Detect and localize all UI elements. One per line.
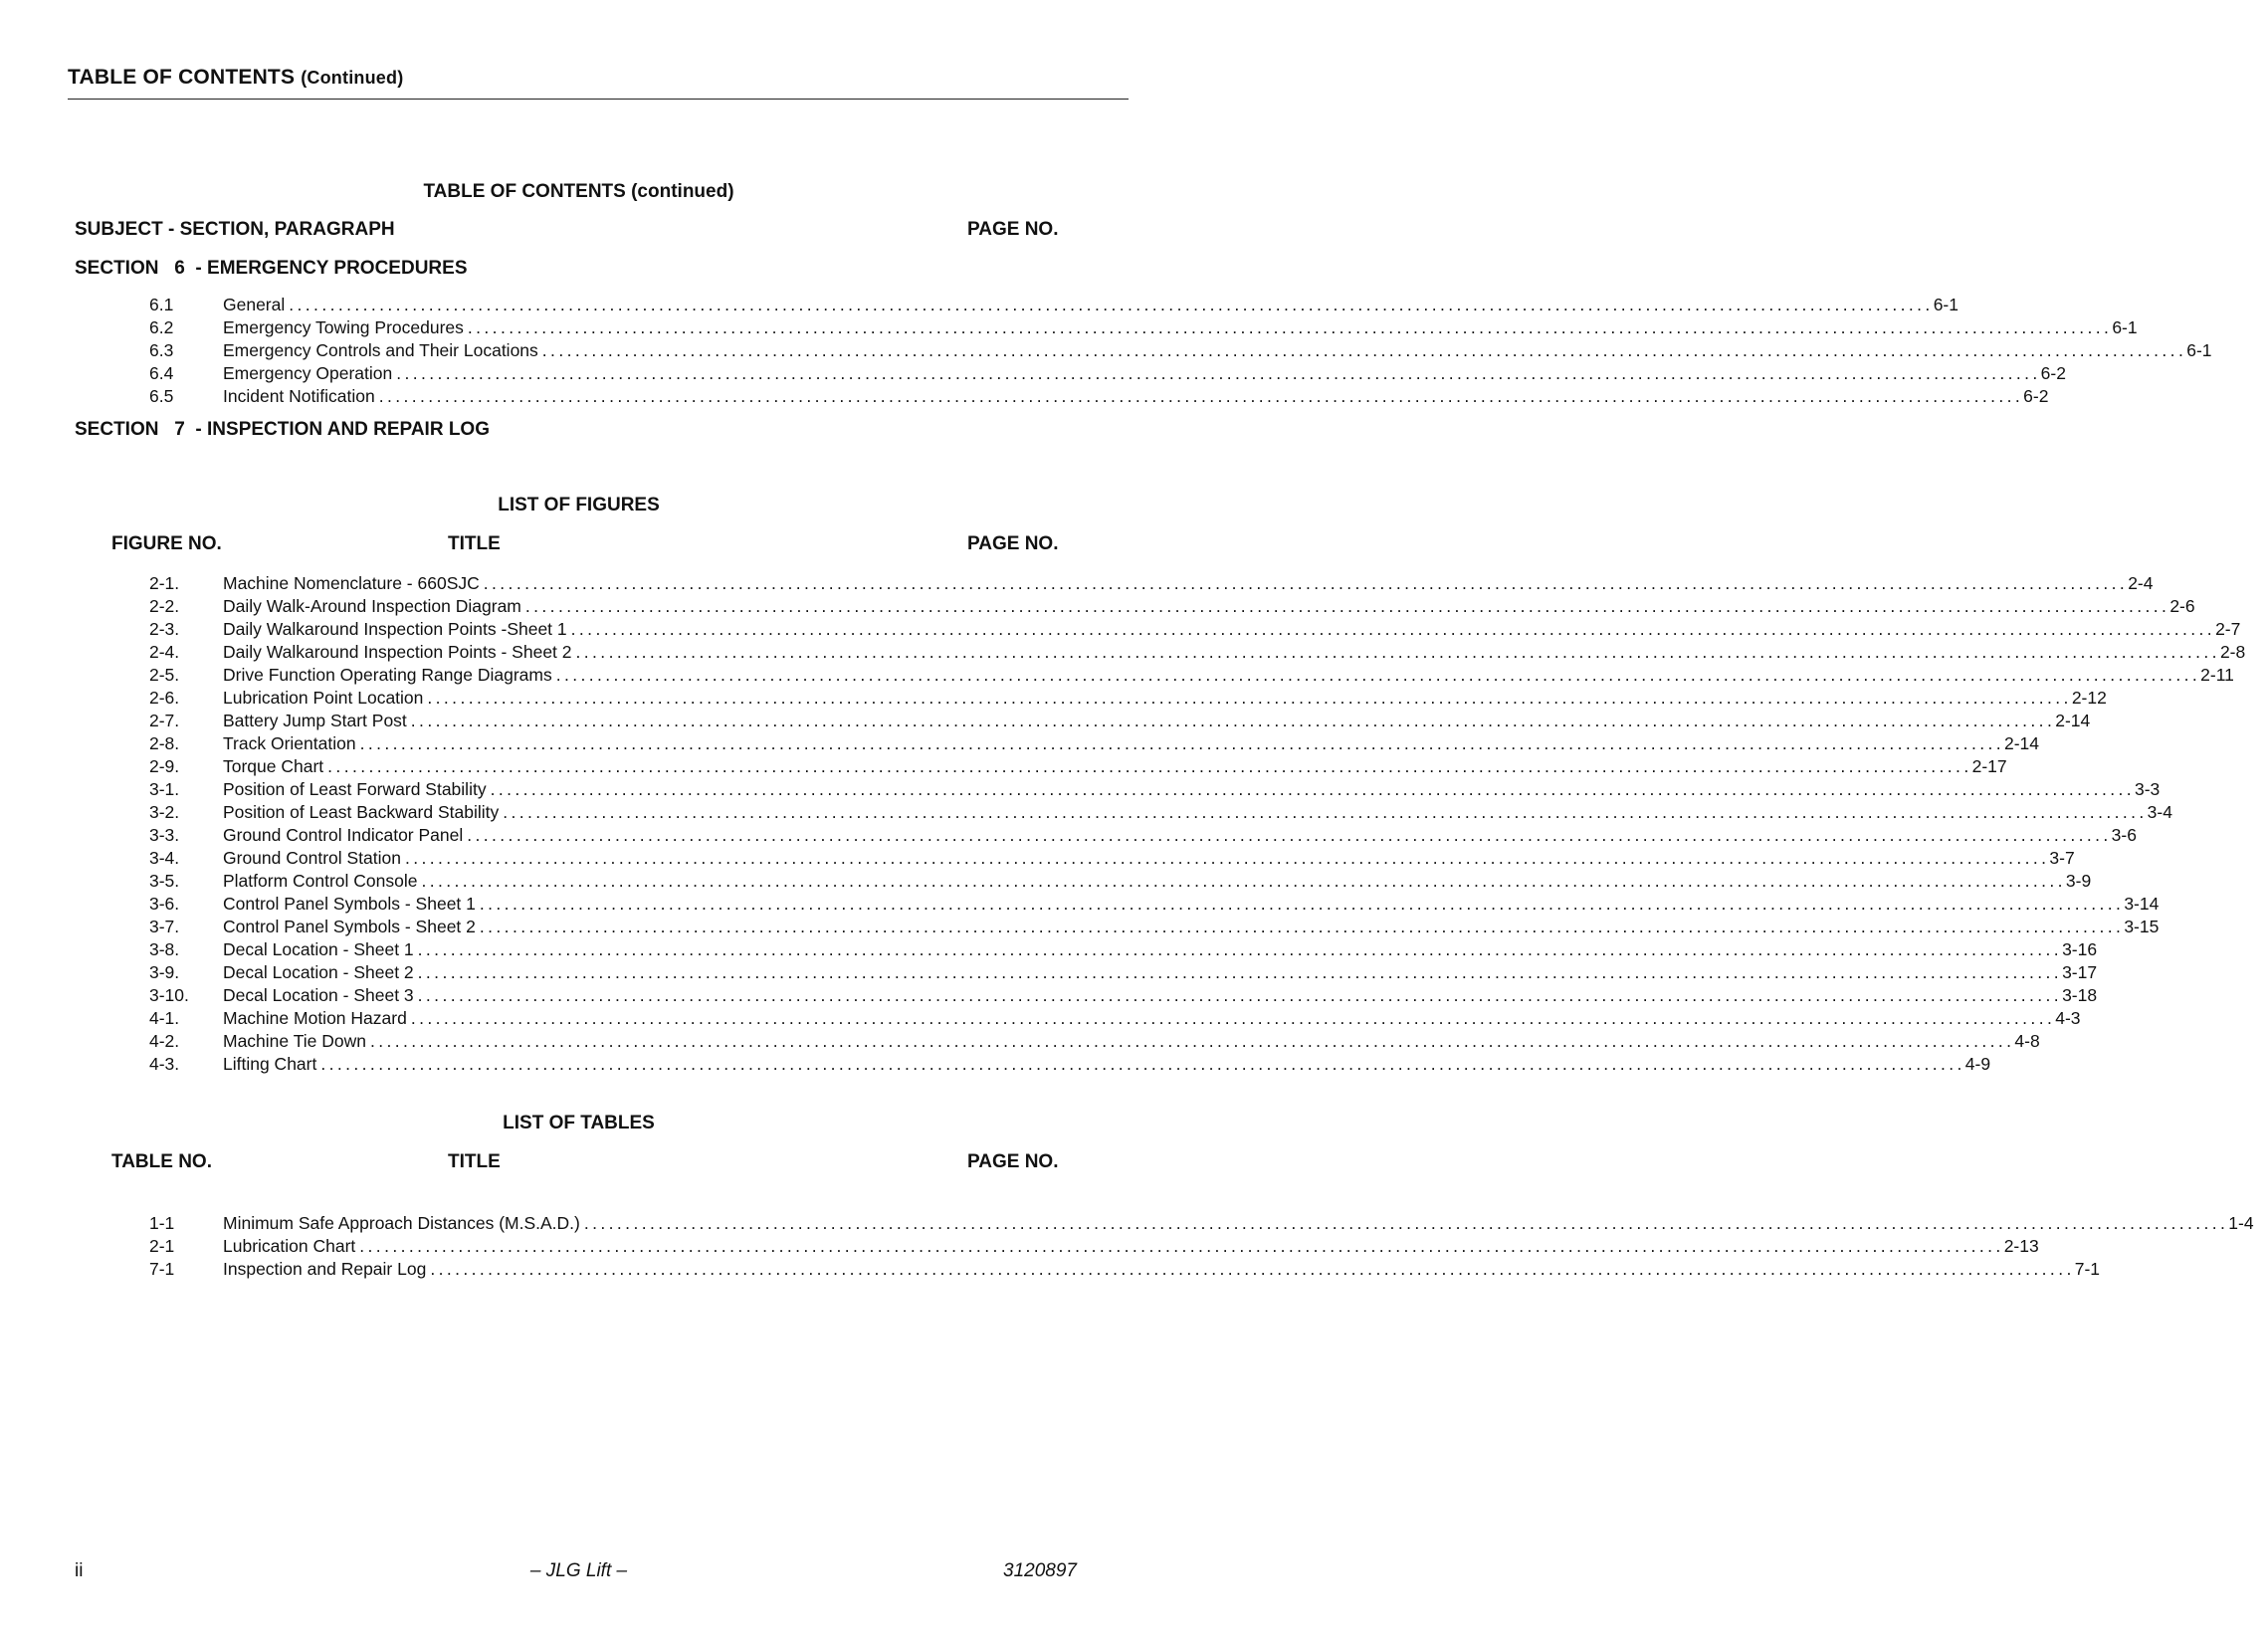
entry-number: 6.5: [149, 386, 174, 406]
entry-page-number: 2-6: [2169, 596, 2195, 616]
leader-dots: ........................................................................................................................................................................................................: [479, 917, 2125, 936]
entry-page-number: 2-14: [2055, 711, 2091, 730]
header-divider: [68, 99, 1129, 100]
list-item: [149, 893, 2160, 916]
leader-dots: ........................................................................................................................................................................................................: [479, 894, 2125, 914]
tables-list: [149, 1212, 2254, 1281]
entry-number: 3-1.: [149, 779, 180, 799]
entry-page-number: 2-12: [2071, 688, 2107, 708]
leader-dots: ........................................................................................................................................................................................................: [359, 733, 2004, 753]
entry-number: 2-4.: [149, 642, 180, 662]
entry-body: [223, 732, 2040, 755]
entry-page-number: 2-13: [2003, 1236, 2039, 1256]
entry-title: Lubrication Chart: [223, 1236, 356, 1256]
entry-page-number: 3-17: [2062, 962, 2098, 982]
list-item: [149, 1212, 2254, 1235]
leader-dots: ........................................................................................................................................................................................................: [427, 688, 2072, 708]
entry-body: [223, 824, 2137, 847]
footer-center-text: – JLG Lift –: [529, 1560, 628, 1581]
figures-title: LIST OF FIGURES: [498, 495, 660, 515]
entry-title: Control Panel Symbols - Sheet 2: [223, 917, 476, 936]
entry-title: Position of Least Forward Stability: [223, 779, 487, 799]
entry-title: Decal Location - Sheet 1: [223, 939, 414, 959]
entry-number: 4-2.: [149, 1031, 180, 1051]
leader-dots: ........................................................................................................................................................................................................: [327, 756, 1972, 776]
entry-number: 3-2.: [149, 802, 180, 822]
entry-body: [223, 984, 2098, 1007]
entry-number: 7-1: [149, 1259, 175, 1279]
entry-page-number: 4-9: [1964, 1054, 1991, 1074]
toc-page-header: PAGE NO.: [967, 219, 1059, 240]
entry-page-number: 4-3: [2055, 1008, 2081, 1028]
tables-col-no: TABLE NO.: [111, 1151, 212, 1172]
entry-number: 2-2.: [149, 596, 180, 616]
entry-body: [223, 664, 2234, 687]
entry-page-number: 1-4: [2228, 1213, 2254, 1233]
entry-title: Decal Location - Sheet 2: [223, 962, 414, 982]
entry-number: 6.2: [149, 317, 174, 337]
entry-title: Daily Walk-Around Inspection Diagram: [223, 596, 521, 616]
entry-title: Track Orientation: [223, 733, 356, 753]
entry-number: 2-8.: [149, 733, 180, 753]
list-item: [149, 1007, 2081, 1030]
list-item: [149, 664, 2234, 687]
entry-title: Torque Chart: [223, 756, 324, 776]
leader-dots: ........................................................................................................................................................................................................: [503, 802, 2148, 822]
leader-dots: ........................................................................................................................................................................................................: [555, 665, 2201, 685]
entry-title: Emergency Operation: [223, 363, 393, 383]
entry-page-number: 2-14: [2004, 733, 2040, 753]
section-6-list: [149, 294, 2212, 408]
entry-title: Decal Location - Sheet 3: [223, 985, 414, 1005]
entry-number: 2-1: [149, 1236, 175, 1256]
list-item: [149, 1235, 2039, 1258]
leader-dots: ........................................................................................................................................................................................................: [490, 779, 2135, 799]
entry-number: 3-4.: [149, 848, 180, 868]
footer-doc-number: 3120897: [1003, 1560, 1077, 1581]
entry-number: 2-5.: [149, 665, 180, 685]
entry-number: 3-9.: [149, 962, 180, 982]
leader-dots: ........................................................................................................................................................................................................: [417, 962, 2063, 982]
entry-number: 1-1: [149, 1213, 175, 1233]
entry-title: Machine Motion Hazard: [223, 1008, 407, 1028]
entry-title: Platform Control Console: [223, 871, 418, 891]
toc-title: TABLE OF CONTENTS (continued): [423, 181, 734, 202]
entry-number: 3-6.: [149, 894, 180, 914]
figures-col-page: PAGE NO.: [967, 533, 1059, 554]
entry-number: 2-9.: [149, 756, 180, 776]
leader-dots: ........................................................................................................................................................................................................: [417, 939, 2063, 959]
list-item: [149, 1030, 2040, 1053]
entry-number: 2-6.: [149, 688, 180, 708]
figures-col-no: FIGURE NO.: [111, 533, 222, 554]
entry-page-number: 6-1: [2186, 340, 2212, 360]
entry-page-number: 3-3: [2135, 779, 2161, 799]
entry-page-number: 2-17: [1971, 756, 2007, 776]
entry-body: [223, 1212, 2254, 1235]
leader-dots: ........................................................................................................................................................................................................: [467, 317, 2113, 337]
leader-dots: ........................................................................................................................................................................................................: [467, 825, 2112, 845]
entry-number: 3-5.: [149, 871, 180, 891]
tables-title: LIST OF TABLES: [503, 1113, 655, 1133]
entry-title: Position of Least Backward Stability: [223, 802, 500, 822]
leader-dots: ........................................................................................................................................................................................................: [405, 848, 2050, 868]
entry-body: [223, 916, 2160, 938]
entry-body: [223, 938, 2098, 961]
leader-dots: ........................................................................................................................................................................................................: [410, 711, 2056, 730]
list-item: [149, 618, 2241, 641]
list-item: [149, 710, 2091, 732]
figures-col-title: TITLE: [448, 533, 501, 554]
footer-page-number: ii: [75, 1560, 84, 1581]
entry-page-number: 2-8: [2219, 642, 2246, 662]
entry-number: 3-3.: [149, 825, 180, 845]
entry-title: Daily Walkaround Inspection Points -Sheet 1: [223, 619, 567, 639]
list-item: [149, 755, 2007, 778]
entry-body: [223, 572, 2154, 595]
leader-dots: ........................................................................................................................................................................................................: [421, 871, 2066, 891]
leader-dots: ........................................................................................................................................................................................................: [524, 596, 2170, 616]
entry-body: [223, 339, 2212, 362]
list-item: [149, 1053, 1991, 1076]
entry-body: [223, 893, 2160, 916]
entry-body: [223, 316, 2138, 339]
entry-number: 6.4: [149, 363, 174, 383]
leader-dots: ........................................................................................................................................................................................................: [359, 1236, 2004, 1256]
entry-title: General: [223, 295, 286, 314]
entry-page-number: 3-16: [2062, 939, 2098, 959]
list-item: [149, 595, 2195, 618]
entry-page-number: 3-6: [2111, 825, 2137, 845]
list-item: [149, 362, 2066, 385]
entry-page-number: 6-2: [2023, 386, 2049, 406]
leader-dots: ........................................................................................................................................................................................................: [417, 985, 2063, 1005]
entry-body: [223, 1053, 1991, 1076]
leader-dots: ........................................................................................................................................................................................................: [570, 619, 2216, 639]
entry-body: [223, 595, 2195, 618]
list-item: [149, 916, 2160, 938]
list-item: [149, 984, 2098, 1007]
entry-title: Ground Control Station: [223, 848, 401, 868]
entry-page-number: 2-11: [2200, 665, 2234, 685]
list-item: [149, 572, 2154, 595]
entry-page-number: 4-8: [2014, 1031, 2040, 1051]
entry-title: Battery Jump Start Post: [223, 711, 407, 730]
entry-title: Machine Tie Down: [223, 1031, 366, 1051]
entry-title: Lubrication Point Location: [223, 688, 424, 708]
tables-col-title: TITLE: [448, 1151, 501, 1172]
list-item: [149, 385, 2049, 408]
entry-number: 2-7.: [149, 711, 180, 730]
entry-body: [223, 385, 2049, 408]
toc-subject-header: SUBJECT - SECTION, PARAGRAPH: [75, 219, 395, 240]
entry-body: [223, 961, 2098, 984]
entry-number: 6.1: [149, 295, 174, 314]
entry-title: Ground Control Indicator Panel: [223, 825, 464, 845]
entry-body: [223, 641, 2246, 664]
list-item: [149, 778, 2161, 801]
entry-number: 4-3.: [149, 1054, 180, 1074]
leader-dots: ........................................................................................................................................................................................................: [369, 1031, 2015, 1051]
list-item: [149, 961, 2098, 984]
leader-dots: ........................................................................................................................................................................................................: [396, 363, 2041, 383]
entry-number: 2-1.: [149, 573, 180, 593]
list-item: [149, 687, 2107, 710]
entry-page-number: 3-9: [2065, 871, 2092, 891]
list-item: [149, 339, 2212, 362]
entry-title: Minimum Safe Approach Distances (M.S.A.D.): [223, 1213, 580, 1233]
tables-col-page: PAGE NO.: [967, 1151, 1059, 1172]
entry-body: [223, 1007, 2081, 1030]
entry-title: Incident Notification: [223, 386, 375, 406]
entry-body: [223, 755, 2007, 778]
section-7-heading: SECTION 7 - INSPECTION AND REPAIR LOG: [75, 419, 490, 440]
leader-dots: ........................................................................................................................................................................................................: [575, 642, 2220, 662]
entry-page-number: 3-7: [2049, 848, 2075, 868]
entry-body: [223, 778, 2161, 801]
list-item: [149, 294, 1959, 316]
entry-title: Lifting Chart: [223, 1054, 317, 1074]
entry-body: [223, 362, 2066, 385]
entry-number: 3-10.: [149, 985, 189, 1005]
header-continued: (Continued): [301, 68, 404, 88]
list-item: [149, 316, 2138, 339]
leader-dots: ........................................................................................................................................................................................................: [378, 386, 2024, 406]
entry-body: [223, 801, 2172, 824]
leader-dots: ........................................................................................................................................................................................................: [430, 1259, 2075, 1279]
entry-body: [223, 1258, 2101, 1281]
entry-number: 6.3: [149, 340, 174, 360]
entry-number: 4-1.: [149, 1008, 180, 1028]
entry-page-number: 3-15: [2124, 917, 2160, 936]
list-item: [149, 732, 2040, 755]
entry-page-number: 6-2: [2040, 363, 2066, 383]
list-item: [149, 641, 2246, 664]
entry-body: [223, 1030, 2040, 1053]
entry-page-number: 3-4: [2147, 802, 2172, 822]
leader-dots: ........................................................................................................................................................................................................: [541, 340, 2187, 360]
entry-body: [223, 710, 2091, 732]
leader-dots: ........................................................................................................................................................................................................: [583, 1213, 2229, 1233]
section-6-heading: SECTION 6 - EMERGENCY PROCEDURES: [75, 258, 468, 279]
entry-page-number: 2-7: [2215, 619, 2241, 639]
entry-title: Control Panel Symbols - Sheet 1: [223, 894, 476, 914]
entry-number: 3-8.: [149, 939, 180, 959]
entry-page-number: 3-18: [2062, 985, 2098, 1005]
list-item: [149, 938, 2098, 961]
entry-page-number: 6-1: [1933, 295, 1959, 314]
entry-body: [223, 870, 2092, 893]
list-item: [149, 824, 2137, 847]
header-title: TABLE OF CONTENTS: [68, 66, 296, 89]
leader-dots: ........................................................................................................................................................................................................: [289, 295, 1934, 314]
entry-title: Emergency Controls and Their Locations: [223, 340, 538, 360]
entry-page-number: 7-1: [2074, 1259, 2101, 1279]
entry-title: Inspection and Repair Log: [223, 1259, 427, 1279]
entry-body: [223, 847, 2075, 870]
figures-list: [149, 572, 2246, 1076]
entry-body: [223, 618, 2241, 641]
entry-page-number: 3-14: [2124, 894, 2160, 914]
entry-page-number: 2-4: [2128, 573, 2154, 593]
list-item: [149, 1258, 2101, 1281]
list-item: [149, 870, 2092, 893]
page-header: [68, 66, 403, 90]
entry-title: Drive Function Operating Range Diagrams: [223, 665, 552, 685]
entry-number: 2-3.: [149, 619, 180, 639]
entry-body: [223, 294, 1959, 316]
leader-dots: ........................................................................................................................................................................................................: [483, 573, 2129, 593]
entry-number: 3-7.: [149, 917, 180, 936]
leader-dots: ........................................................................................................................................................................................................: [410, 1008, 2056, 1028]
leader-dots: ........................................................................................................................................................................................................: [320, 1054, 1965, 1074]
entry-body: [223, 1235, 2039, 1258]
entry-title: Machine Nomenclature - 660SJC: [223, 573, 480, 593]
entry-body: [223, 687, 2107, 710]
list-item: [149, 801, 2172, 824]
entry-page-number: 6-1: [2112, 317, 2138, 337]
entry-title: Daily Walkaround Inspection Points - Sheet 2: [223, 642, 572, 662]
entry-title: Emergency Towing Procedures: [223, 317, 464, 337]
list-item: [149, 847, 2075, 870]
